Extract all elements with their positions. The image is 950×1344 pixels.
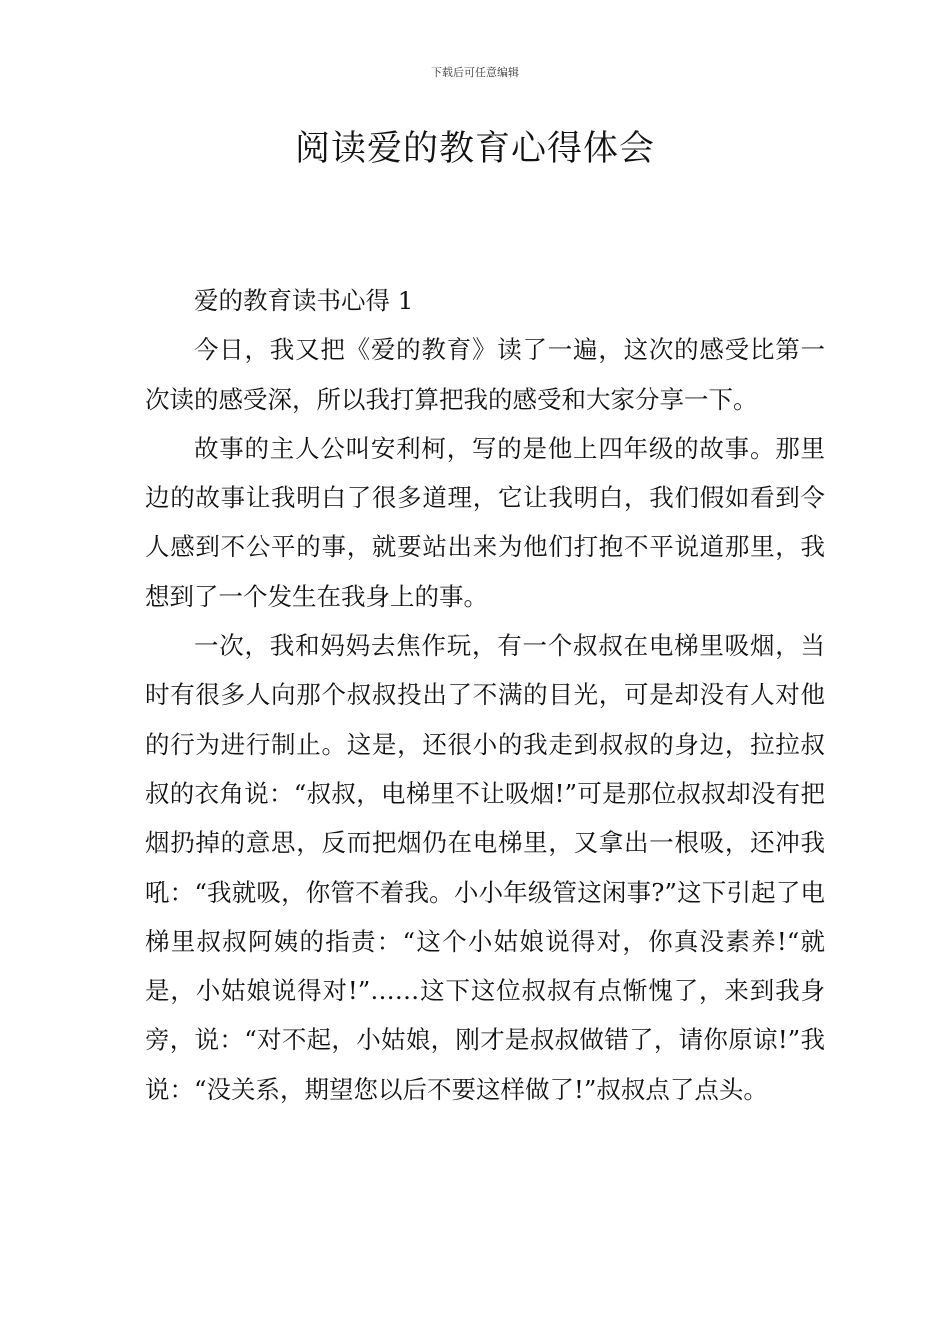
document-body (145, 276, 825, 1114)
document-title: 阅读爱的教育心得体会 (294, 129, 655, 169)
header-note: 下载后可任意编辑 (431, 66, 519, 79)
paragraph-3: 一次，我和妈妈去焦作玩，有一个叔叔在电梯里吸烟，当时有很多人向那个叔叔投出了不满的目光，可是却没有人对他的行为进行制止。这是，还很小的我走到叔叔的身边，拉拉叔叔的衣角说：“叔叔，电梯里不让吸烟!”可是那位叔叔却没有把烟扔掉的意思，反而把烟仍在电梯里，又拿出一根吸，还冲我吼：“我就吸，你管不着我。小小年级管这闲事?”这下引起了电梯里叔叔阿姨的指责：“这个小姑娘说得对，你真没素养!“就是，小姑娘说得对!”……这下这位叔叔有点惭愧了，来到我身旁，说：“对不起，小姑娘，刚才是叔叔做错了，请你原谅!”我说：“没关系，期望您以后不要这样做了!”叔叔点了点头。 (145, 631, 825, 1104)
paragraph-1: 今日，我又把《爱的教育》读了一遍，这次的感受比第一次读的感受深，所以我打算把我的感受和大家分享一下。 (145, 335, 825, 414)
paragraph-2: 故事的主人公叫安利柯，写的是他上四年级的故事。那里边的故事让我明白了很多道理，它让我明白，我们假如看到令人感到不公平的事，就要站出来为他们打抱不平说道那里，我想到了一个发生在我身上的事。 (145, 433, 825, 611)
section-heading: 爱的教育读书心得 1 (194, 286, 414, 315)
